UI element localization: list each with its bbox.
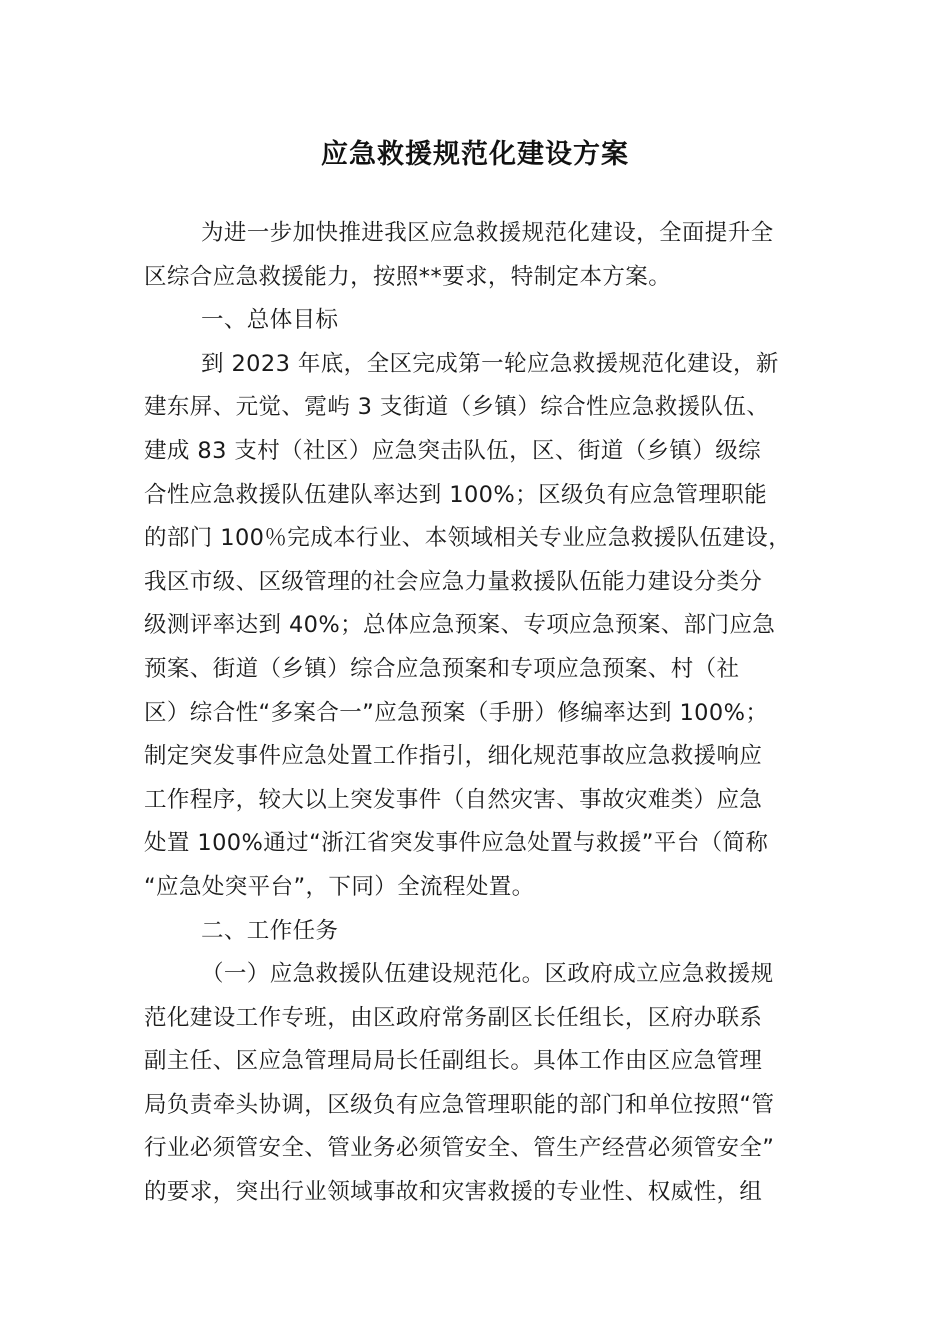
- paragraph-line: 局负责牵头协调，区级负有应急管理职能的部门和单位按照“管: [144, 1091, 775, 1118]
- paragraph-line: 工作程序，较大以上突发事件（自然灾害、事故灾难类）应急: [144, 786, 763, 813]
- paragraph-line: 制定突发事件应急处置工作指引，细化规范事故应急救援响应: [144, 743, 763, 770]
- section-heading: 二、工作任务: [201, 917, 339, 944]
- document-title: 应急救援规范化建设方案: [321, 139, 629, 170]
- document-body: [144, 212, 804, 1215]
- paragraph-line: （一）应急救援队伍建设规范化。区政府成立应急救援规: [201, 961, 774, 988]
- paragraph-line: 的要求，突出行业领域事故和灾害救援的专业性、权威性，组: [144, 1179, 763, 1206]
- section-heading: 一、总体目标: [201, 307, 339, 334]
- paragraph-line: 区综合应急救援能力，按照**要求，特制定本方案。: [144, 263, 672, 290]
- paragraph-line: 预案、街道（乡镇）综合应急预案和专项应急预案、村（社: [144, 655, 740, 682]
- paragraph-line: 副主任、区应急管理局局长任副组长。具体工作由区应急管理: [144, 1048, 763, 1075]
- paragraph-line: 处置 100%通过“浙江省突发事件应急处置与救援”平台（简称: [144, 830, 769, 857]
- paragraph-line: 合性应急救援队伍建队率达到 100%；区级负有应急管理职能: [144, 481, 768, 508]
- paragraph-line: 的部门 100％完成本行业、本领域相关专业应急救援队伍建设，: [144, 525, 792, 552]
- paragraph-line: 到 2023 年底，全区完成第一轮应急救援规范化建设，新: [201, 350, 779, 377]
- paragraph-line: 建东屏、元觉、霓屿 3 支街道（乡镇）综合性应急救援队伍、: [144, 394, 770, 421]
- paragraph-line: 我区市级、区级管理的社会应急力量救援队伍能力建设分类分: [144, 568, 763, 595]
- paragraph-line: “应急处突平台”，下同）全流程处置。: [144, 873, 535, 900]
- paragraph-line: 区）综合性“多案合一”应急预案（手册）修编率达到 100%；: [144, 699, 769, 726]
- paragraph-line: 建成 83 支村（社区）应急突击队伍，区、街道（乡镇）级综: [144, 437, 762, 464]
- paragraph-line: 为进一步加快推进我区应急救援规范化建设，全面提升全: [201, 220, 774, 246]
- paragraph-line: 范化建设工作专班，由区政府常务副区长任组长，区府办联系: [144, 1004, 763, 1031]
- paragraph-line: 行业必须管安全、管业务必须管安全、管生产经营必须管安全”: [144, 1135, 775, 1162]
- paragraph-line: 级测评率达到 40%；总体应急预案、专项应急预案、部门应急: [144, 612, 776, 639]
